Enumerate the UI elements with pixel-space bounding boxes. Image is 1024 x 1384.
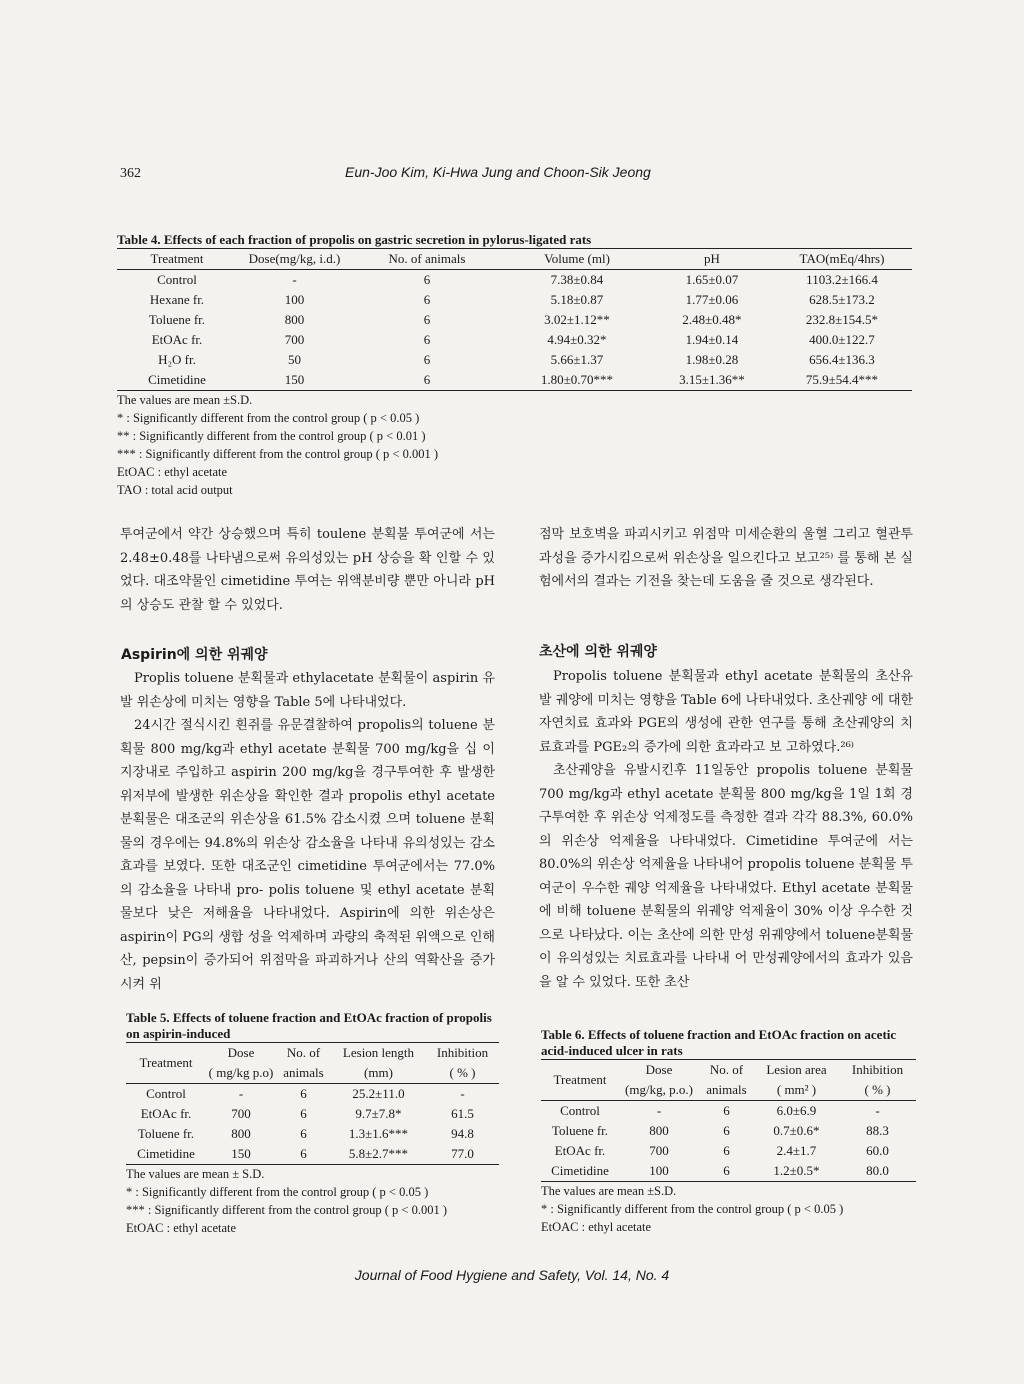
table-row (541, 1121, 916, 1141)
table-row (117, 330, 912, 350)
table-cell: 6 (423, 332, 431, 347)
table-cell: 94.8 (451, 1126, 474, 1141)
table-cell: 150 (231, 1146, 251, 1161)
table-cell: 1.98±0.28 (685, 352, 739, 367)
table-note: The values are mean ± S.D. (126, 1167, 265, 1181)
table-cell: 1.2±0.5* (773, 1163, 820, 1178)
table-cell: - (292, 272, 297, 287)
table-cell: 61.5 (451, 1106, 474, 1121)
table-cell: 5.66±1.37 (550, 352, 604, 367)
table-cell: 50 (288, 352, 301, 367)
table-cell: 1.3±1.6*** (348, 1126, 409, 1141)
table-4-caption: Table 4. Effects of each fraction of propolis on gastric secretion in pylorus-ligated rats (117, 232, 592, 247)
table-cell: Toluene fr. (137, 1126, 195, 1141)
left-column-intro (120, 523, 495, 617)
table-row (541, 1141, 916, 1161)
table-header-row (541, 1060, 916, 1081)
col-header: animals (283, 1065, 324, 1080)
col-header: ( % ) (864, 1082, 891, 1097)
table-cell: 1.65±0.07 (685, 272, 739, 287)
table-cell: 9.7±7.8* (355, 1106, 402, 1121)
table-cell: - (875, 1103, 880, 1118)
left-column-body (120, 667, 495, 996)
table-note: The values are mean ±S.D. (117, 393, 253, 407)
table-cell: H₂O fr. (158, 352, 196, 367)
col-header: Dose(mg/kg, i.d.) (248, 251, 341, 266)
col-header: ( mg/kg p.o) (208, 1065, 274, 1080)
table-cell: EtOAc fr. (140, 1106, 192, 1121)
table-cell: - (460, 1086, 465, 1101)
table-row (126, 1124, 499, 1144)
table-cell: 150 (284, 372, 305, 387)
right-column-body (539, 665, 913, 994)
table-cell: 6 (300, 1146, 307, 1161)
table-row (126, 1084, 499, 1105)
table-cell: 6 (723, 1163, 730, 1178)
table-cell: Cimetidine (148, 372, 206, 387)
col-header: pH (704, 251, 720, 266)
table-row (117, 350, 912, 370)
table-cell: 100 (284, 292, 305, 307)
col-header: Volume (ml) (544, 251, 610, 266)
table-cell: 1.80±0.70*** (540, 372, 614, 387)
table-note: EtOAC : ethyl acetate (541, 1220, 652, 1234)
table-cell: Toluene fr. (551, 1123, 609, 1138)
col-header: No. of animals (388, 251, 466, 266)
table-note: EtOAC : ethyl acetate (117, 465, 228, 479)
table-cell: 2.4±1.7 (776, 1143, 817, 1158)
table-cell: 3.02±1.12** (544, 312, 610, 327)
journal-footer: Journal of Food Hygiene and Safety, Vol. 14, No. 4 (354, 1267, 670, 1283)
table-row (126, 1144, 499, 1165)
col-header: Inhibition (851, 1062, 904, 1077)
col-header: Treatment (150, 251, 204, 266)
table-cell: Toluene fr. (148, 312, 206, 327)
table-cell: Cimetidine (551, 1163, 609, 1178)
col-header: No. of (709, 1062, 744, 1077)
table-row (117, 310, 912, 330)
table-6-notes (541, 1182, 916, 1236)
table-cell: 60.0 (866, 1143, 889, 1158)
table-cell: 75.9±54.4*** (805, 372, 879, 387)
paragraph: 초산궤양을 유발시킨후 11일동안 propolis toluene 분획물 700 mg/kg과 ethyl acetate 분획물 800 mg/kg을 1일 1회 경구투여한 후 위손상 억제정도를 측정한 결과 각각 88.3%, 60.0%의 위손상 억제율을 나타내었다. Cimetidine 투여군에 서는 80.0%의 위손상 억제율을 나타내어 propolis toluene 분획물 투여군이 우수한 궤양 억제율을 나타내었다. Ethyl acetate 분획물에 비해 toluene 분획물의 위궤양 억제율이 30% 이상 우수한 것으로 나타났다. 이는 초산에 의한 만성 위궤양에서 toluene분획물이 유의성있는 치료효과를 나타내 어 만성궤양에서의 효과가 있음을 알 수 있었다. 또한 초산 (539, 763, 913, 990)
table-cell: - (656, 1103, 662, 1118)
table-cell: 7.38±0.84 (550, 272, 604, 287)
table-note: * : Significantly different from the control group ( p < 0.05 ) (126, 1185, 429, 1199)
table-cell: EtOAc fr. (554, 1143, 606, 1158)
section-heading-acetic-acid: 초산에 의한 위궤양 (539, 644, 657, 660)
col-header: Lesion area (766, 1062, 827, 1077)
table-header-row (117, 249, 912, 270)
table-cell: 1.77±0.06 (685, 292, 739, 307)
paragraph: Proplis toluene 분획물과 ethylacetate 분획물이 aspirin 유발 위손상에 미치는 영향을 Table 5에 나타내었다. (120, 671, 495, 710)
col-header: No. of (286, 1045, 321, 1060)
table-cell: Control (146, 1086, 186, 1101)
table-5-notes (126, 1165, 499, 1237)
paragraph: 투여군에서 약간 상승했으며 특히 toulene 분획불 투여군에 서는 2.48±0.48를 나타냄으로써 유의성있는 pH 상승을 확 인할 수 있었다. 대조약물인 cimetidine 투여는 위액분비량 뿐만 아니라 pH의 상승도 관찰 할 수 있었다. (120, 527, 495, 613)
table-cell: 400.0±122.7 (809, 332, 875, 347)
section-heading-aspirin: Aspirin에 의한 위궤양 (121, 647, 268, 663)
table-row (541, 1101, 916, 1122)
col-header: (mg/kg, p.o.) (625, 1082, 693, 1097)
table-cell: 700 (231, 1106, 251, 1121)
table-note: The values are mean ±S.D. (541, 1184, 677, 1198)
table-cell: 4.94±0.32* (547, 332, 607, 347)
table-6-caption: Table 6. Effects of toluene fraction and EtOAc fraction on acetic acid-induced ulcer in rats (541, 1027, 897, 1058)
table-cell: 6 (423, 372, 431, 387)
table-5 (126, 1010, 499, 1237)
table-cell: 1103.2±166.4 (806, 272, 878, 287)
col-header: animals (706, 1082, 747, 1097)
col-header: Inhibition (436, 1045, 489, 1060)
col-header: Dose (645, 1062, 673, 1077)
table-row (541, 1161, 916, 1182)
table-6 (541, 1027, 916, 1236)
col-header: ( mm² ) (776, 1082, 817, 1097)
table-note: ** : Significantly different from the control group ( p < 0.01 ) (117, 429, 426, 443)
table-4 (117, 232, 912, 499)
table-row (117, 270, 912, 291)
paragraph: 점막 보호벽을 파괴시키고 위점막 미세순환의 울혈 그리고 혈관투과성을 증가시킴으로써 위손상을 일으킨다고 보고²⁵⁾ 를 통해 본 실험에서의 결과는 기전을 찾는데 도움을 줄 것으로 생각된다. (539, 527, 913, 589)
col-header: ( % ) (449, 1065, 476, 1080)
col-header: Treatment (541, 1060, 619, 1101)
table-row (126, 1104, 499, 1124)
paragraph: Propolis toluene 분획물과 ethyl acetate 분획물의 초산유 발 궤양에 미치는 영향을 Table 6에 나타내었다. 초산궤양 에 대한 자연치료 효과와 PGE의 생성에 관한 연구를 통해 초산궤양의 치료효과를 PGE₂의 증가에 의한 효과라고 보 고하였다.²⁶⁾ (539, 669, 914, 755)
table-cell: 656.4±136.3 (809, 352, 875, 367)
col-header: Lesion length (342, 1045, 415, 1060)
table-4-grid (117, 248, 912, 391)
table-note: *** : Significantly different from the control group ( p < 0.001 ) (126, 1203, 447, 1217)
table-cell: - (238, 1086, 244, 1101)
table-cell: 5.18±0.87 (550, 292, 604, 307)
table-6-grid (541, 1059, 916, 1182)
table-row (117, 370, 912, 391)
table-cell: 6 (423, 292, 431, 307)
table-cell: 800 (284, 312, 305, 327)
table-row (117, 290, 912, 310)
table-cell: 25.2±11.0 (352, 1086, 405, 1101)
table-cell: 232.8±154.5* (805, 312, 879, 327)
col-header: (mm) (364, 1065, 393, 1080)
table-cell: 1.94±0.14 (685, 332, 739, 347)
table-cell: Control (560, 1103, 600, 1118)
table-4-notes (117, 391, 912, 499)
running-header-authors: Eun-Joo Kim, Ki-Hwa Jung and Choon-Sik Jeong (345, 164, 651, 180)
table-cell: 6 (300, 1086, 307, 1101)
table-cell: 700 (284, 332, 305, 347)
table-cell: Hexane fr. (149, 292, 205, 307)
col-header: Treatment (126, 1043, 206, 1084)
table-cell: 0.7±0.6* (773, 1123, 820, 1138)
table-cell: 6.0±6.9 (776, 1103, 817, 1118)
paragraph: 24시간 절식시킨 흰쥐를 유문결찰하여 propolis의 toluene 분획물 800 mg/kg과 ethyl acetate 분획물 700 mg/kg을 십 이지장내로 주입하고 aspirin 200 mg/kg을 경구투여한 후 발생한 위저부에 발생한 위손상을 확인한 결과 propolis ethyl acetate 분획물은 대조군의 위손상을 61.5% 감소시켰 으며 toluene 분획물의 경우에는 94.8%의 위손상 감소율을 나타내 유의성있는 감소효과를 보였다. 또한 대조군인 cimetidine 투여군에서는 77.0%의 감소율을 나타내 pro- polis toluene 및 ethyl acetate 분획물보다 낮은 저해율을 나타내었다. Aspirin에 의한 위손상은 aspirin이 PG의 생합 성을 억제하며 과량의 축적된 위액으로 인해 산, pepsin이 증가되어 위점막을 파괴하거나 산의 역확산을 증가시켜 위 (120, 718, 495, 992)
table-cell: 5.8±2.7*** (348, 1146, 409, 1161)
right-column-intro (539, 523, 913, 594)
table-5-grid (126, 1042, 499, 1165)
col-header: Dose (227, 1045, 255, 1060)
table-note: * : Significantly different from the control group ( p < 0.05 ) (117, 411, 420, 425)
table-note: * : Significantly different from the control group ( p < 0.05 ) (541, 1202, 844, 1216)
table-cell: 2.48±0.48* (682, 312, 742, 327)
table-cell: 700 (649, 1143, 669, 1158)
table-cell: 88.3 (866, 1123, 889, 1138)
table-cell: 3.15±1.36** (679, 372, 745, 387)
table-cell: Control (157, 272, 197, 287)
table-cell: 628.5±173.2 (809, 292, 875, 307)
table-cell: 6 (423, 352, 431, 367)
table-cell: Cimetidine (137, 1146, 195, 1161)
table-cell: 77.0 (451, 1146, 474, 1161)
table-note: *** : Significantly different from the control group ( p < 0.001 ) (117, 447, 438, 461)
table-5-caption: Table 5. Effects of toluene fraction and EtOAc fraction of propolis on aspirin-induced (126, 1010, 492, 1041)
table-cell: 6 (423, 272, 431, 287)
table-cell: 6 (723, 1123, 730, 1138)
table-cell: 800 (231, 1126, 251, 1141)
table-note: TAO : total acid output (117, 483, 233, 497)
table-cell: 800 (649, 1123, 669, 1138)
table-cell: 6 (723, 1103, 730, 1118)
table-note: EtOAC : ethyl acetate (126, 1221, 237, 1235)
table-cell: 100 (649, 1163, 669, 1178)
table-cell: 6 (300, 1106, 307, 1121)
table-cell: EtOAc fr. (151, 332, 203, 347)
table-cell: 6 (423, 312, 431, 327)
page-number: 362 (120, 166, 141, 181)
table-cell: 80.0 (866, 1163, 889, 1178)
table-header-row (126, 1043, 499, 1064)
table-cell: 6 (723, 1143, 730, 1158)
col-header: TAO(mEq/4hrs) (799, 251, 885, 266)
table-cell: 6 (300, 1126, 307, 1141)
